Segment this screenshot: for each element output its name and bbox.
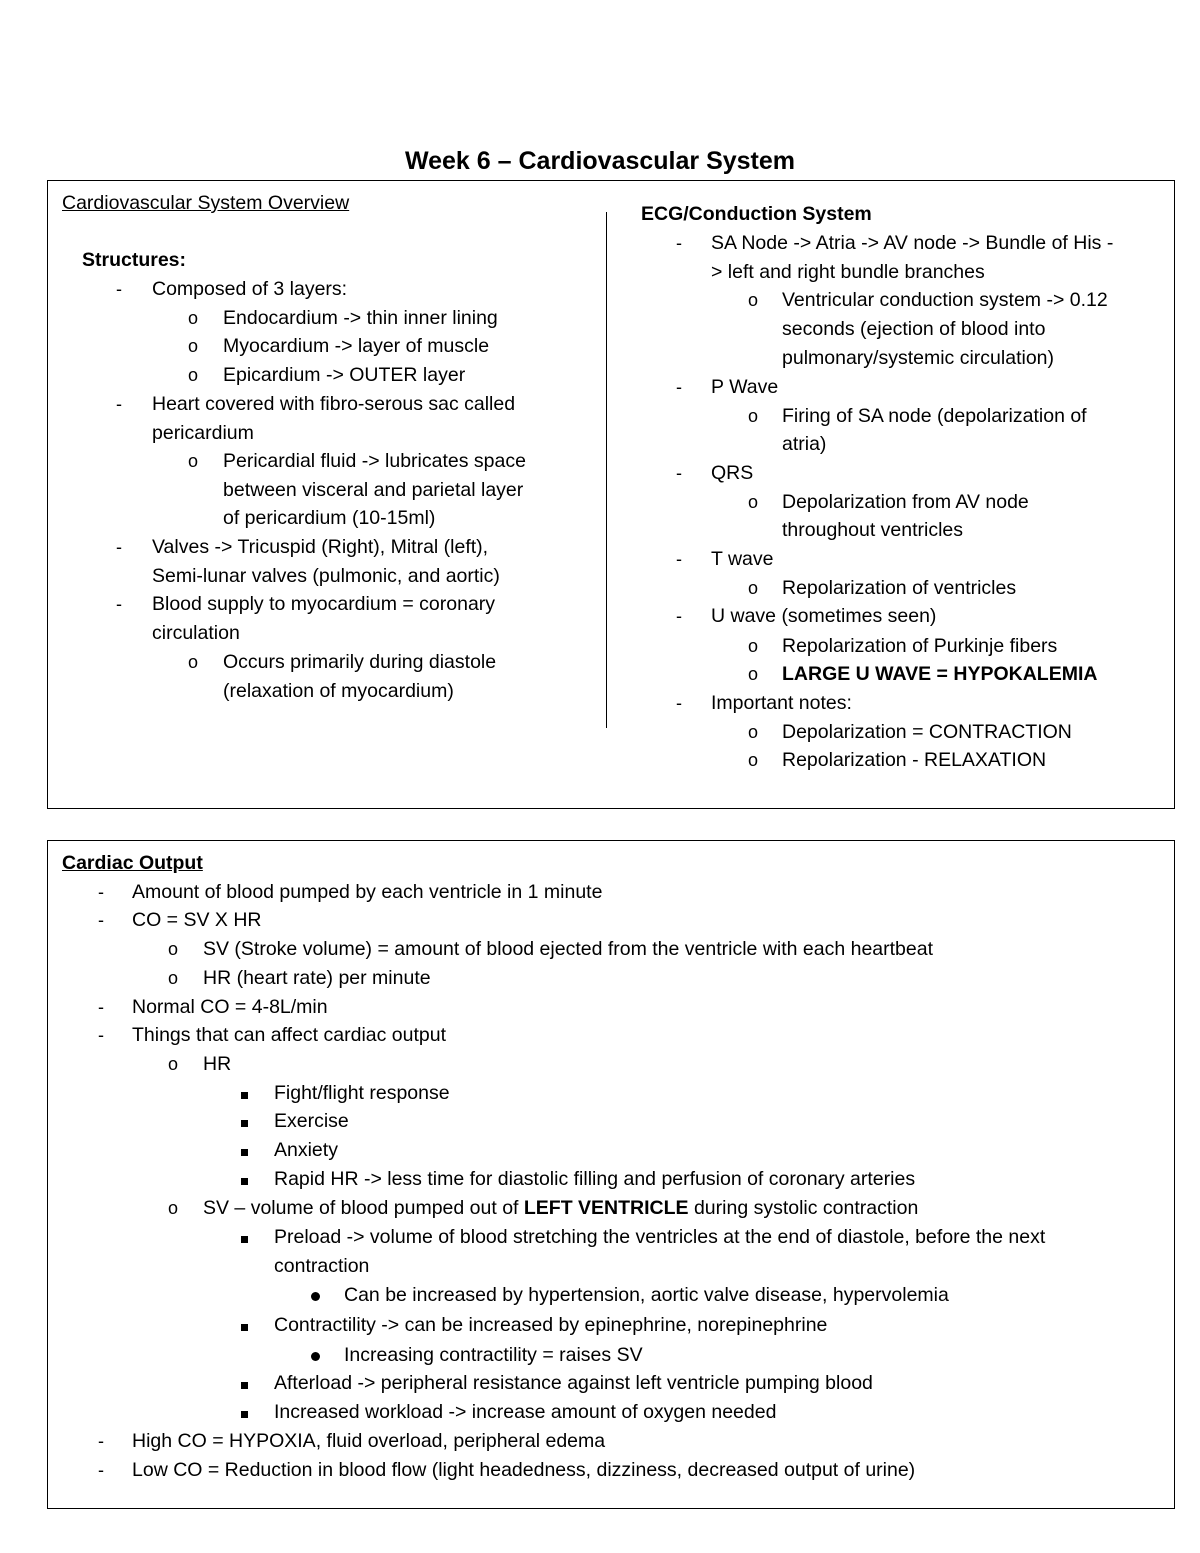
list-item: Myocardium -> layer of muscle xyxy=(223,335,490,357)
column-divider xyxy=(606,212,607,728)
list-item: Heart covered with fibro-serous sac called xyxy=(152,393,516,415)
dash-bullet: - xyxy=(676,693,682,713)
list-item: Blood supply to myocardium = coronary xyxy=(152,593,496,615)
dot-bullet xyxy=(311,1341,320,1369)
circle-bullet: o xyxy=(748,750,759,770)
circle-bullet: o xyxy=(188,365,199,385)
list-item: seconds (ejection of blood into xyxy=(782,318,1046,340)
dash-bullet: - xyxy=(676,606,682,626)
circle-bullet: o xyxy=(748,722,759,742)
list-item: Epicardium -> OUTER layer xyxy=(223,364,466,386)
circle-bullet: o xyxy=(748,664,759,684)
square-bullet xyxy=(241,1311,248,1339)
circle-bullet: o xyxy=(168,1198,179,1218)
dash-bullet: - xyxy=(676,377,682,397)
sv-text-end: during systolic contraction xyxy=(688,1197,919,1219)
dash-bullet: - xyxy=(98,1460,104,1480)
list-item: Contractility -> can be increased by epinephrine, norepinephrine xyxy=(274,1314,828,1336)
square-bullet xyxy=(241,1136,248,1164)
list-item: CO = SV X HR xyxy=(132,909,262,931)
cardiac-heading: Cardiac Output xyxy=(62,852,203,874)
list-item: atria) xyxy=(782,433,827,455)
circle-bullet: o xyxy=(748,578,759,598)
list-item: Rapid HR -> less time for diastolic filling and perfusion of coronary arteries xyxy=(274,1168,916,1190)
list-item: Exercise xyxy=(274,1110,349,1132)
list-item: Depolarization = CONTRACTION xyxy=(782,721,1072,743)
dash-bullet: - xyxy=(116,394,122,414)
page-title: Week 6 – Cardiovascular System xyxy=(404,147,796,175)
circle-bullet: o xyxy=(188,308,199,328)
list-item: P Wave xyxy=(711,376,779,398)
circle-bullet: o xyxy=(168,1054,179,1074)
structures-label: Structures: xyxy=(82,249,187,271)
list-item: Occurs primarily during diastole xyxy=(223,651,497,673)
square-bullet xyxy=(241,1398,248,1426)
list-item: Firing of SA node (depolarization of xyxy=(782,405,1087,427)
sv-text-bold: LEFT VENTRICLE xyxy=(523,1197,689,1219)
dash-bullet: - xyxy=(116,279,122,299)
list-item: > left and right bundle branches xyxy=(711,261,985,283)
circle-bullet: o xyxy=(748,290,759,310)
square-bullet xyxy=(241,1107,248,1135)
list-item xyxy=(203,1194,918,1222)
list-item: between visceral and parietal layer xyxy=(223,479,524,501)
list-item: circulation xyxy=(152,622,240,644)
list-item: Fight/flight response xyxy=(274,1082,450,1104)
list-item: Depolarization from AV node xyxy=(782,491,1029,513)
list-item: Important notes: xyxy=(711,692,852,714)
circle-bullet: o xyxy=(188,652,199,672)
circle-bullet: o xyxy=(188,451,199,471)
list-item: Preload -> volume of blood stretching the ventricles at the end of diastole, before the next xyxy=(274,1226,1046,1248)
list-item: Anxiety xyxy=(274,1139,338,1161)
list-item: Endocardium -> thin inner lining xyxy=(223,307,498,329)
dash-bullet: - xyxy=(98,882,104,902)
list-item: U wave (sometimes seen) xyxy=(711,605,937,627)
circle-bullet: o xyxy=(168,968,179,988)
list-item: Can be increased by hypertension, aortic valve disease, hypervolemia xyxy=(344,1284,949,1306)
list-item: Afterload -> peripheral resistance against left ventricle pumping blood xyxy=(274,1372,873,1394)
overview-heading: Cardiovascular System Overview xyxy=(62,192,350,214)
list-item: Repolarization of Purkinje fibers xyxy=(782,635,1058,657)
list-item: Things that can affect cardiac output xyxy=(132,1024,446,1046)
list-item: T wave xyxy=(711,548,774,570)
ecg-heading: ECG/Conduction System xyxy=(641,203,872,225)
sv-text-start: SV – volume of blood pumped out of xyxy=(203,1197,524,1219)
dash-bullet: - xyxy=(116,537,122,557)
list-item: throughout ventricles xyxy=(782,519,964,541)
list-item: High CO = HYPOXIA, fluid overload, peripheral edema xyxy=(132,1430,606,1452)
list-item: (relaxation of myocardium) xyxy=(223,680,454,702)
list-item: SA Node -> Atria -> AV node -> Bundle of His - xyxy=(711,232,1114,254)
square-bullet xyxy=(241,1079,248,1107)
circle-bullet: o xyxy=(168,939,179,959)
dash-bullet: - xyxy=(98,997,104,1017)
dash-bullet: - xyxy=(98,1025,104,1045)
dash-bullet: - xyxy=(98,910,104,930)
list-item: QRS xyxy=(711,462,754,484)
dash-bullet: - xyxy=(116,594,122,614)
list-item: Increasing contractility = raises SV xyxy=(344,1344,643,1366)
square-bullet xyxy=(241,1165,248,1193)
list-item: Low CO = Reduction in blood flow (light headedness, dizziness, decreased output of urine) xyxy=(132,1459,916,1481)
circle-bullet: o xyxy=(748,636,759,656)
list-item: Increased workload -> increase amount of oxygen needed xyxy=(274,1401,777,1423)
dash-bullet: - xyxy=(98,1431,104,1451)
square-bullet xyxy=(241,1369,248,1397)
list-item: Pericardial fluid -> lubricates space xyxy=(223,450,526,472)
list-item: pericardium xyxy=(152,422,254,444)
list-item: SV (Stroke volume) = amount of blood ejected from the ventricle with each heartbeat xyxy=(203,938,934,960)
list-item: of pericardium (10-15ml) xyxy=(223,507,436,529)
list-item: Repolarization of ventricles xyxy=(782,577,1017,599)
list-item: pulmonary/systemic circulation) xyxy=(782,347,1055,369)
list-item: HR xyxy=(203,1053,232,1075)
list-item: Composed of 3 layers: xyxy=(152,278,348,300)
dot-bullet xyxy=(311,1281,320,1309)
list-item: Ventricular conduction system -> 0.12 xyxy=(782,289,1108,311)
list-item: Repolarization - RELAXATION xyxy=(782,749,1047,771)
circle-bullet: o xyxy=(748,492,759,512)
list-item: HR (heart rate) per minute xyxy=(203,967,431,989)
circle-bullet: o xyxy=(188,336,199,356)
list-item: Amount of blood pumped by each ventricle in 1 minute xyxy=(132,881,603,903)
list-item-bold: LARGE U WAVE = HYPOKALEMIA xyxy=(782,663,1098,685)
dash-bullet: - xyxy=(676,463,682,483)
list-item: Valves -> Tricuspid (Right), Mitral (left), xyxy=(152,536,489,558)
list-item: Normal CO = 4-8L/min xyxy=(132,996,328,1018)
list-item: Semi-lunar valves (pulmonic, and aortic) xyxy=(152,565,500,587)
square-bullet xyxy=(241,1223,248,1251)
dash-bullet: - xyxy=(676,233,682,253)
dash-bullet: - xyxy=(676,549,682,569)
circle-bullet: o xyxy=(748,406,759,426)
list-item: contraction xyxy=(274,1255,370,1277)
